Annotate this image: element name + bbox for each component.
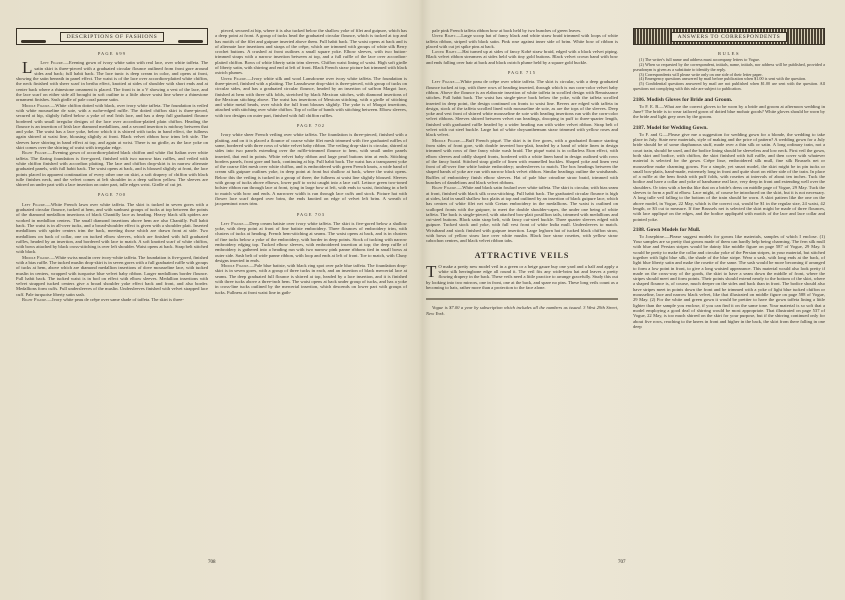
rule-item: (2) When so requested by the correspondent, initials, name, initials, nor address will be published, provided a pseudonym is given as a substitute to identify the reply.	[633, 62, 825, 72]
page-number-right: 707	[618, 560, 626, 565]
paragraph: Middle Figure.—Buff French piqué. The skirt is in five gores, with a graduated flounce starting from sides of front gore, with double inverted box-plait, headed by a band of white linen in design trimmed with rows of fine fancy white wash braid. The piqué waist is in collarless Eton effect, with elbow sleeves and oddly shaped fronts, bordered with a white linen band in design outlined with rows of the fancy braid. Stitched strap girdle of linen with enamelled buckles. Shaped yoke and linen vest front of all-over fine white batiste embroidery; undersleeves to match. The box headings between the shaped bands of yoke are run with narrow black velvet ribbon. Similar headings outline the waistbands. Ruffles of embroidery finish elbow sleeves. Hat of pale blue crinoline straw braid, trimmed with bunches of dandelions and black velvet ribbons.	[426, 137, 618, 186]
paragraph: Lower Right.—Hat turned up at sides of fancy Kobè straw braid, edged with a black velvet piping. Black velvet ribbon streamers at sides held with tiny gold buttons. Black velvet crown band with bow and ends falling over hair at back and black ostrich plume held by a square gold buckle.	[426, 49, 618, 65]
paragraph: Middle Figure.—White chiffon dotted with black, over ivory white taffeta. The foundation is veiled with white mousseline de soie, with a ruche-edged ruffle. The dotted chiffon skirt is three-pieced, secured at hip, slightly fulled below a yoke of real Irish lace, and has a deep full graduated flounce bordered with small irregular designs of the lace over accordion-plaited plain chiffon. Heading the flounce is an insertion of Irish lace diamond medallions, and a second insertion is midway between that and yoke. The waist has a lace yoke, below which it is shirred with tucks in band effect, the fullness again shirred at waist line, blousing slightly at front. Black velvet ribbon bow trims left side. The sleeves have shirring in band effect at top, and again at wrist. There is no girdle, as the lace yoke on skirt comes over the shirring of waist with irregular edge.	[16, 102, 209, 151]
answers-banner	[633, 28, 825, 45]
page-ref: PAGE 703	[296, 211, 326, 217]
answer-text: To Josephine.—Please suggest models for gowns like materials, samples of which I enclose. (1) Your samples are so pretty that gowns made of them can hardly help being charming. The fern silk mull with blue and Persian stripes would be dainty like middle figure on page 587 of Vogue, 29 May. It would be pretty to make the collar and circular yoke of the Persian stripes, in your material, but stitched together with light blue silk, the shade of the blue stripe. Wear a sash, with long ends at the back, of light blue liberty satin and make the rosette of the same. The sash would be more becoming if arranged to form a low point in front, to give a long waisted appearance. This material would also look pretty if made on the cross-way of the goods, the skirt to have a seam down the middle of front, where the stripes should meet and form points. Their points should extend nearly to the bottom of the skirt, where a shaped flounce is, of course, much deeper on the sides and back than in front. The bodice should also have stripes meet in points down the front and be trimmed with a yoke of light blue tucked chiffon or mousseline, lace and narrow black velvet, like that illustrated on middle figure on page 588 of Vogue, 29 May. (2) For the white and green gown it would be prettier to have the gown taffeta lining a little lighter than the sample you enclose, if you can find it on the same tone. Your material is so soft that a model employing a good deal of shirring would be most appropriate. That illustrated on page 537 of Vogue, 22 May, is too much shirred on the skirt for your purpose, but if the shirring continued only for about five rows, reaching to the knees in front and higher in the back, the skirt from there falling in one deep	[633, 233, 825, 329]
paragraph: Upper Figure.—Ivory white silk and wool Lansdowne over ivory white taffeta. The foundation is three-pieced, finished with a plaiting. The Lansdowne drop-skirt is three-pieced, with group of tucks on circular sides, and has a graduated circular flounce, headed by an insertion of saffron Margot lace, finished at hem with three silk folds, stretched by black Mexican stitches, with diamond insertions of the Mexican stitching above. The waist has insertions of Mexican stitching, with a girdle of stitching and white metal beads, over which the full front blouses slightly. The yoke is of Margot insertions, attached with stitching over white chiffon. Top of collar of bands with stitching between. Elbow sleeves, with two designs on outer part, finished with full chiffon ruffles.	[215, 75, 407, 118]
banner-title: DESCRIPTIONS OF FASHIONS	[60, 32, 165, 42]
left-page	[0, 0, 418, 600]
paragraph: Ivory white sheer French veiling over white taffeta. The foundation is three-pieced, finished with a plaiting, and on it is placed a flounce of coarse white filet mesh trimmed with five graduated ruffles of same, bordered with three rows of white velvet baby ribbon. The veiling drop-skirt is circular, shirred at sides into two panels extending over the ruffle-trimmed flounce to hem, with small under panels inserted, that end in points. White velvet baby ribbon and large pearl buttons trim at ends. Stitching borders panels, front gore and back, continuing at hip. Full habit back. The waist has a transparent yoke of the coarse filet mesh over white chiffon, and is embroidered with green French knots, a wide band of cream silk guipure outlines yoke, in deep point at front but shallow at back, where the waist opens. Below this the veiling is tucked in a group of three; the fullness at waist line slightly bloused. Sleeves with group of tucks above elbows, lower puff to wrist caught into a lace cuff. Lettuce green two-toned bolster ribbon run through lace at front, tying in large bow at left, with ends to waist, finishing in a belt to match with bow and ends. A narrower width is run through lace cuffs and stock. Picture hat with flower lace scarf draped over brim, the ends knotted on edge of velvet left brim. A wreath of jacqueminot roses trim.	[215, 132, 407, 207]
paragraph: Left Figure.—White peau de crêpe over white taffeta. The skirt is circular, with a deep graduated flounce tucked at top, with three rows of heading inserted, through which is run corn-color velvet baby ribbon. Above the flounce is an elaborate insertion of white taffeta in scrolled design with Renaissance stitches. Full habit back. The waist has single-piece back below the yoke, with the taffeta scrolled inserted in deep point, the design continued on fronts to waist line. Revers are edged with taffeta in design, stock of the taffeta scrolled lined with mousseline de soie, as are the tops of the sleeves. Deep yoke and vest front of shirred white mousseline de soie with heading insertions run with the corn-color velvet ribbons. Sleeves shirred between velvet run headings, drooping in puff to three-quarter length, finished with graduated ruffle headed by a wider heading run with wider velvet ribbon. Strap belt of velvet with cut steel buckle. Large hat of white chrysanthemum straw trimmed with yellow roses and black velvet.	[426, 79, 618, 138]
paragraph: Middle Figure.—Pale blue batiste, with black ring spot over pale blue taffeta. The foundation drop-skirt is in seven gores, with a group of three tucks in each, and an insertion of black mercerial lace at seams. The deep graduated full flounce is shirred at top, headed by a lace insertion, and it is finished with three tucks above a three-inch hem. The waist opens at back under group of tucks, and has a yoke in cross-line tucks outlined by the mercerial insertion, which descends on lower part with groups of tucks. Fullness at front waist line in gath-	[215, 263, 407, 295]
page-ref: PAGE 699	[97, 51, 127, 56]
answer-text: To F. and G.—Please give me a suggestion for wedding gown for a blonde, the wedding to take place in July. State new materials, style of making and the price of pattern? A wedding gown for a July bride should be of some diaphanous stuff, made over a thin silk or satin. A long ordinary train, not a court train, should be used, and the bodice lining should be sleeveless and low neck. First veil the gown, both skirt and bodice, with chiffon, the skirt finished with full ruffle, and then cover with whatever material is selected for the gown. Crêpe lisse, embroidered silk mull, fine silk Brussels net or mousseline make charming gowns. For a simple, yet smart model, the skirt might be in pin tucks or small box-plaits, hand-made, extremely long in front and quite short on either side of the train. In place of a ruffle at the hem finish with puff folds, with rosettes at intervals of about ten inches. Tuck the bodice and have a collar and yoke of handsome real lace, very deep in front and extending well over the shoulders. Or trim with a bertha like that on a bride's dress on middle page of Vogue, 29 May. Tuck the sleeves to form a puff at elbow. Lace might, of course be introduced on the skirt, but it is not necessary. A long tulle veil falling to the bottom of the train should be worn. A skirt pattern like the one on the above model, in Vogue, 22 May, which is the correct cut, would be $1 in the regular size, 24 waist, 42 length, or $3 cut to measure. If fine Brussels net is selected the skirt might be made of three flounces, with lace appliqué on the edges, and the bodice appliquéd with motifs of the lace and lace collar and pointed yoke.	[633, 131, 825, 222]
paragraph: L Left Figure.—Evening gown of ivory white satin with real lace, over white taffeta. The satin skirt is three-pieced with a graduated circular flounce outlined from front gore around sides and back; full habit back. The lace tunic is deep cream in color, and opens at front, showing the satin beneath in panel effect. The waist is of the lace over accordion-plaited white chiffon, the neck finished with sheer scarf in bertha effect, knotted at sides of shoulder with short ends and at center back where a rhinestone ornament is placed. The front is in a V showing a vest of the lace, and the lace scarf on either side all brought in soft outline to a little above waist line where a rhinestone ornament finishes. Sash girdle of pale coral panne satin.	[16, 58, 208, 103]
answer-text: To F. E. B.—What are the correct gloves to be worn by a bride and groom at afternoon wedding in June? The bride is to wear tailored gown of dotted blue mohair goods? White gloves should be worn by the bride and light grey ones by the groom.	[633, 103, 825, 120]
paragraph: Right Figure.—Evening gown of accordion-plaited black chiffon and white flat Italian over white taffeta. The flaring foundation is five-gored, finished with two narrow bias ruffles, and veiled with white chiffon finished with accordion plaiting. The lace and chiffon drop-skirt is in narrow alternate graduated panels, with full habit back. The waist opens at back, and is bloused slightly at front, the lace points placed in apparent continuation of every other one on skirt, a soft drapery of chiffon with black tulle finishes neck, and the velvet comes at left shoulder in a deep saffron yellow. The sleeves are shirred on under part with a lace insertion on outer part, tulle edges wrist. Girdle of cut jet.	[16, 150, 209, 188]
rule-item: (5) Confidential questions answered by mail are not published when $1.00 are sent with the question. All questions not complying with this rule are subject to publication.	[633, 81, 825, 92]
right-page	[420, 0, 845, 600]
rule-item: (4) Emergency questions answered by mail before publication when $1.00 is sent with the question.	[639, 76, 807, 82]
column-1	[16, 28, 208, 302]
page-ref: PAGE 702	[296, 123, 326, 129]
answer-heading: 2188. Gown Models for Mull.	[633, 226, 701, 233]
paragraph: Upper Right.—Large scoop hat of fancy black and white straw braid trimmed with loops of white taffeta ribbon, striped with black satin. Pink rose against inner side of brim. White bow of ribbon is placed with cut jet spike pins at back.	[426, 33, 618, 49]
column-4	[633, 28, 825, 329]
answer-heading: 2187. Model for Wedding Gown.	[633, 124, 708, 131]
paragraph: Left Figure.—Deep cream batiste over ivory white taffeta. The skirt is five-gored below a shallow yoke, with deep point at front of fine batiste embroidery. Three flounces of embroidery trim, with clusters of tucks at heading. French hem-stitching at seams. The waist opens at back, and is in clusters of fine tucks below a yoke of the embroidery, with border in deep points. Stock of tucking with narrow embroidery edging top. Tucked elbow sleeves, with embroidered insertion at top; the deep ruffle of embroidery is gathered into a heading run with two narrow pink panne ribbons tied in small bows at outer side. Sash belt of wide panne ribbon, with loop and ends at left of front. Toe to match, with Cluny designs inserted in ends.	[215, 220, 407, 263]
answer-heading: 2186. Modish Gloves for Bride and Groom.	[633, 96, 733, 103]
column-3	[426, 28, 618, 316]
divider	[426, 298, 618, 300]
subscription-note: Vogue is $7.00 a year by subscription which includes all the numbers as issued. 3 West 29th Street, New York.	[426, 305, 618, 316]
veils-paragraph: T O make a pretty new model veil in a green or a beige gauze buy one yard and a half and apply a white silk herringbone edge all round it. The veil fits any wide-brim hat and leaves a pretty flowing drapery in the back. These veils need a little practice to arrange gracefully. Study this out by looking into two mirrors, one in front, one at the back, and spare no pins. These long veils count as a becoming to hats, rather more than a protection to the face alone.	[426, 261, 618, 291]
paragraph: Right Figure.—Ivory white peau de crêpe over same shade of taffeta. The skirt is three-	[22, 297, 184, 303]
rules-title: RULES	[717, 51, 741, 56]
rule-item: (3) Correspondents will please write only on one side of their letter paper.	[639, 71, 763, 77]
paragraph: Left Figure.—White French lawn over white taffeta. The skirt is tucked in seven gores with a graduated circular flounce, tucked at hem, and with sunburst groups of tucks at top between the points of the diamond medallion insertions of black Chantilly lace as heading. Heavy black silk spiders are worked in medallion centers. The small diamond insertions above hem are also Chantilly. Full habit back. The waist is in all-over tucks, and a broad-shoulder effect is given with a shoulder plait. Inserted medallions with spider centers trim the back, meeting those which are drawn front at side. Two medallions on back of collar, one on tucked elbow sleeves, which are finished with full graduated ruffles, headed by an insertion, and bordered with lace to match. A soft knotted scarf of white chiffon, with bows attached by black cross-stitching is over left shoulder. Waist opens at back. Strap belt stitched with black.	[16, 201, 209, 255]
paragraph: pieced, secured at hip, where it is also tucked below the shallow yoke of filet and guipure, which has a deep point at front. A group of tucks head the graduated circular flounce, which is tucked at top and has motifs of the filet and guipure inserted above them. Full habit back. The waist opens at back and is of alternate lace insertions and straps of the crêpe, which are trimmed with groups of white silk Berry crochet buttons. A crushed at front outlines a small square yoke. Elbow sleeves, with two button-trimmed straps with a narrow insertion between at top, and a full ruffle of the lace over accordion-plaited chiffon. Bows of white liberty satin trim sleeves. Chiffon waist lining of waist. High soft girdle of liberty satin, with shirring and end at left of front. Black French straw picture hat trimmed with black ostrich plumes.	[215, 28, 407, 76]
veils-title: ATTRACTIVE VEILS	[474, 250, 570, 260]
page-number-left: 708	[208, 560, 216, 565]
paragraph: Right Figure.—White and black satin foulard over white taffeta. The skirt is circular, with bias seam at front, finished with black silk cross-stitching. Full habit back. The graduated circular flounce is high at sides, laid in small shallow box plaits at top and outlined by an insertion of black guipure lace, which has centres of white filet net with Cretan embroidery in the medallions. The waist is outlined on scalloped fronts with the guipure, to meet the double shoulder-capes, the under one being of white taffeta. The back is single-pieced, with attached box-plait postillion tails, trimmed with medallions and cut-steel buttons. Black satin strap belt, with fancy cut-steel buckle. Three quarter sleeves edged with guipure. Tucked stock and yoke, with full vest front of white India mull. Undersleeves to match. Wristband and stock finished with guipure insertion. Large leghorn hat of tucked black chiffon straw, with bows of yellow straw lace over white muslin. Black lace straw rosettes, with yellow straw cabochon centres, and black velvet ribbon tabs.	[426, 185, 618, 244]
paragraph: pale pink French taffeta ribbon bow at back held by two bunches of green leaves.	[432, 28, 582, 33]
banner-title: ANSWERS TO CORRESPONDENTS	[671, 32, 788, 42]
drop-cap: L	[22, 58, 33, 78]
drop-cap: T	[426, 261, 437, 281]
page-ref: PAGE 700	[97, 192, 127, 198]
column-2	[215, 28, 407, 295]
paragraph: Middle Figure.—White swiss muslin over ivory-white taffeta. The foundation is five-gored, finished with a bias ruffle. The tucked muslin drop-skirt is in seven gores with a full graduated ruffle with groups of tucks at hem, above which are diamond medallion insertions of dove mousseline lace, with tucked muslin in centers, wrapped with turquoise blue velvet baby ribbon. Larger medallions border flounce. Full habit back. The tucked waist is in bod on effect with elbow sleeves. Medallion insertions with velvet strapped tucked centers give a broad shoulder yoke effect back and front, and also border. Medallions form cuffs. Full undersleeves of the muslin. Undersleeves finished with velvet strapped lace cuff. Pale turquoise liberty satin sash.	[16, 254, 209, 297]
descriptions-banner	[16, 28, 208, 45]
page-ref: PAGE 715	[507, 70, 537, 76]
rule-item: (1) The writer's full name and address must accompany letters to Vogue.	[639, 57, 760, 63]
